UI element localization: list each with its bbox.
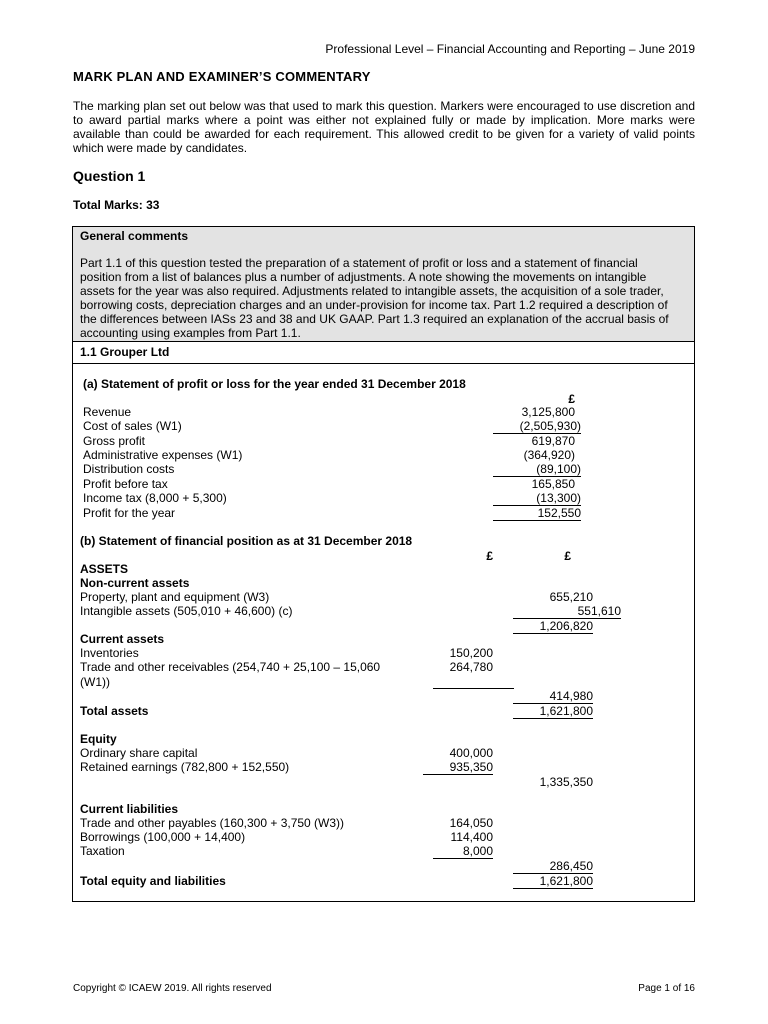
fp-value-payables: 164,050: [449, 816, 493, 830]
pl-value-income-tax: (13,300): [493, 491, 581, 506]
pl-label-admin-expenses: Administrative expenses (W1): [83, 448, 243, 462]
general-comments-text: Part 1.1 of this question tested the preparation of a statement of profit or loss and a statement of financial position from a list of balances plus a number of adjustments. A note showing the movements on intangible assets for the year was also required. Adjustments related to intangible assets, the acquisition of a sole trader, borrowing costs, depreciation charges and an under-provision for income tax. Part 1.2 required a description of the differences between IASs 23 and 38 and UK GAAP. Part 1.3 required an explanation of the accrual basis of accounting using examples from Part 1.1.: [80, 256, 669, 340]
fp-value-total-assets: 1,621,800: [513, 703, 593, 719]
fp-ca-subtotal-rule: [433, 688, 514, 689]
fp-label-inventories: Inventories: [80, 646, 139, 660]
fp-label-intangibles: Intangible assets (505,010 + 46,600) (c): [80, 604, 293, 618]
fp-value-nca-total: 1,206,820: [513, 619, 593, 634]
pl-label-distribution: Distribution costs: [83, 462, 175, 476]
fp-label-share-capital: Ordinary share capital: [80, 746, 198, 760]
fp-label-receivables-cont: (W1)): [80, 675, 110, 689]
fp-label-receivables: Trade and other receivables (254,740 + 25,100 – 15,060: [80, 660, 381, 674]
pl-value-admin-expenses: (364,920): [523, 448, 575, 462]
pl-value-revenue: 3,125,800: [521, 405, 575, 419]
fp-ca-heading: Current assets: [80, 632, 165, 646]
fp-equity-heading: Equity: [80, 732, 117, 746]
question-heading: Question 1: [73, 168, 146, 184]
section-heading-row: [73, 341, 694, 364]
fp-value-inventories: 150,200: [449, 646, 493, 660]
intro-paragraph: The marking plan set out below was that used to mark this question. Markers were encouraged to use discretion and to award partial marks where a point was either not explained fully or made by implication. More marks were available than could be awarded for each requirement. This allowed credit to be given for a variety of valid points which were made by candidates.: [73, 99, 695, 155]
page-title: MARK PLAN AND EXAMINER’S COMMENTARY: [73, 69, 371, 84]
pl-value-profit-year: 152,550: [493, 506, 581, 521]
running-header: Professional Level – Financial Accounting and Reporting – June 2019: [325, 42, 695, 56]
fp-nca-heading: Non-current assets: [80, 576, 190, 590]
general-comments-heading: General comments: [80, 229, 189, 243]
pl-label-cost-of-sales: Cost of sales (W1): [83, 419, 182, 433]
pl-label-profit-year: Profit for the year: [83, 506, 176, 520]
fp-value-total-eq-liab: 1,621,800: [513, 873, 593, 889]
pl-label-pbt: Profit before tax: [83, 477, 168, 491]
fp-label-retained: Retained earnings (782,800 + 152,550): [80, 760, 290, 774]
fp-label-ppe: Property, plant and equipment (W3): [80, 590, 270, 604]
footer-copyright: Copyright © ICAEW 2019. All rights reserved: [73, 983, 272, 994]
fp-value-ppe: 655,210: [549, 590, 593, 604]
fp-label-total-assets: Total assets: [80, 704, 149, 718]
pl-heading: (a) Statement of profit or loss for the year ended 31 December 2018: [83, 377, 466, 391]
general-comments-panel: [73, 227, 694, 342]
fp-value-retained: 935,350: [423, 760, 493, 775]
section-heading: 1.1 Grouper Ltd: [80, 345, 170, 359]
fp-value-equity-total: 1,335,350: [539, 775, 593, 789]
fp-cl-heading: Current liabilities: [80, 802, 179, 816]
fp-value-share-capital: 400,000: [449, 746, 493, 760]
pl-value-distribution: (89,100): [493, 462, 581, 477]
fp-currency-col2: £: [564, 549, 571, 563]
fp-label-borrowings: Borrowings (100,000 + 14,400): [80, 830, 246, 844]
fp-value-ca-total: 414,980: [549, 689, 593, 703]
fp-assets-heading: ASSETS: [80, 562, 129, 576]
fp-value-receivables: 264,780: [449, 660, 493, 674]
fp-value-borrowings: 114,400: [450, 830, 493, 844]
pl-label-income-tax: Income tax (8,000 + 5,300): [83, 491, 227, 505]
fp-label-payables: Trade and other payables (160,300 + 3,750 (W3)): [80, 816, 345, 830]
fp-value-taxation: 8,000: [433, 844, 493, 859]
pl-label-revenue: Revenue: [83, 405, 132, 419]
pl-currency: £: [568, 392, 575, 406]
pl-value-cost-of-sales: (2,505,930): [493, 419, 581, 434]
pl-value-gross-profit: 619,870: [531, 434, 575, 448]
pl-label-gross-profit: Gross profit: [83, 434, 146, 448]
pl-value-pbt: 165,850: [531, 477, 575, 491]
total-marks: Total Marks: 33: [73, 198, 160, 212]
fp-label-taxation: Taxation: [80, 844, 125, 858]
fp-label-total-eq-liab: Total equity and liabilities: [80, 874, 226, 888]
footer-page-number: Page 1 of 16: [638, 983, 695, 994]
fp-currency-col1: £: [486, 549, 493, 563]
mark-plan-box: [72, 226, 695, 902]
fp-value-cl-total: 286,450: [549, 859, 593, 873]
fp-heading: (b) Statement of financial position as at 31 December 2018: [80, 534, 413, 548]
fp-value-intangibles: 551,610: [513, 604, 621, 619]
